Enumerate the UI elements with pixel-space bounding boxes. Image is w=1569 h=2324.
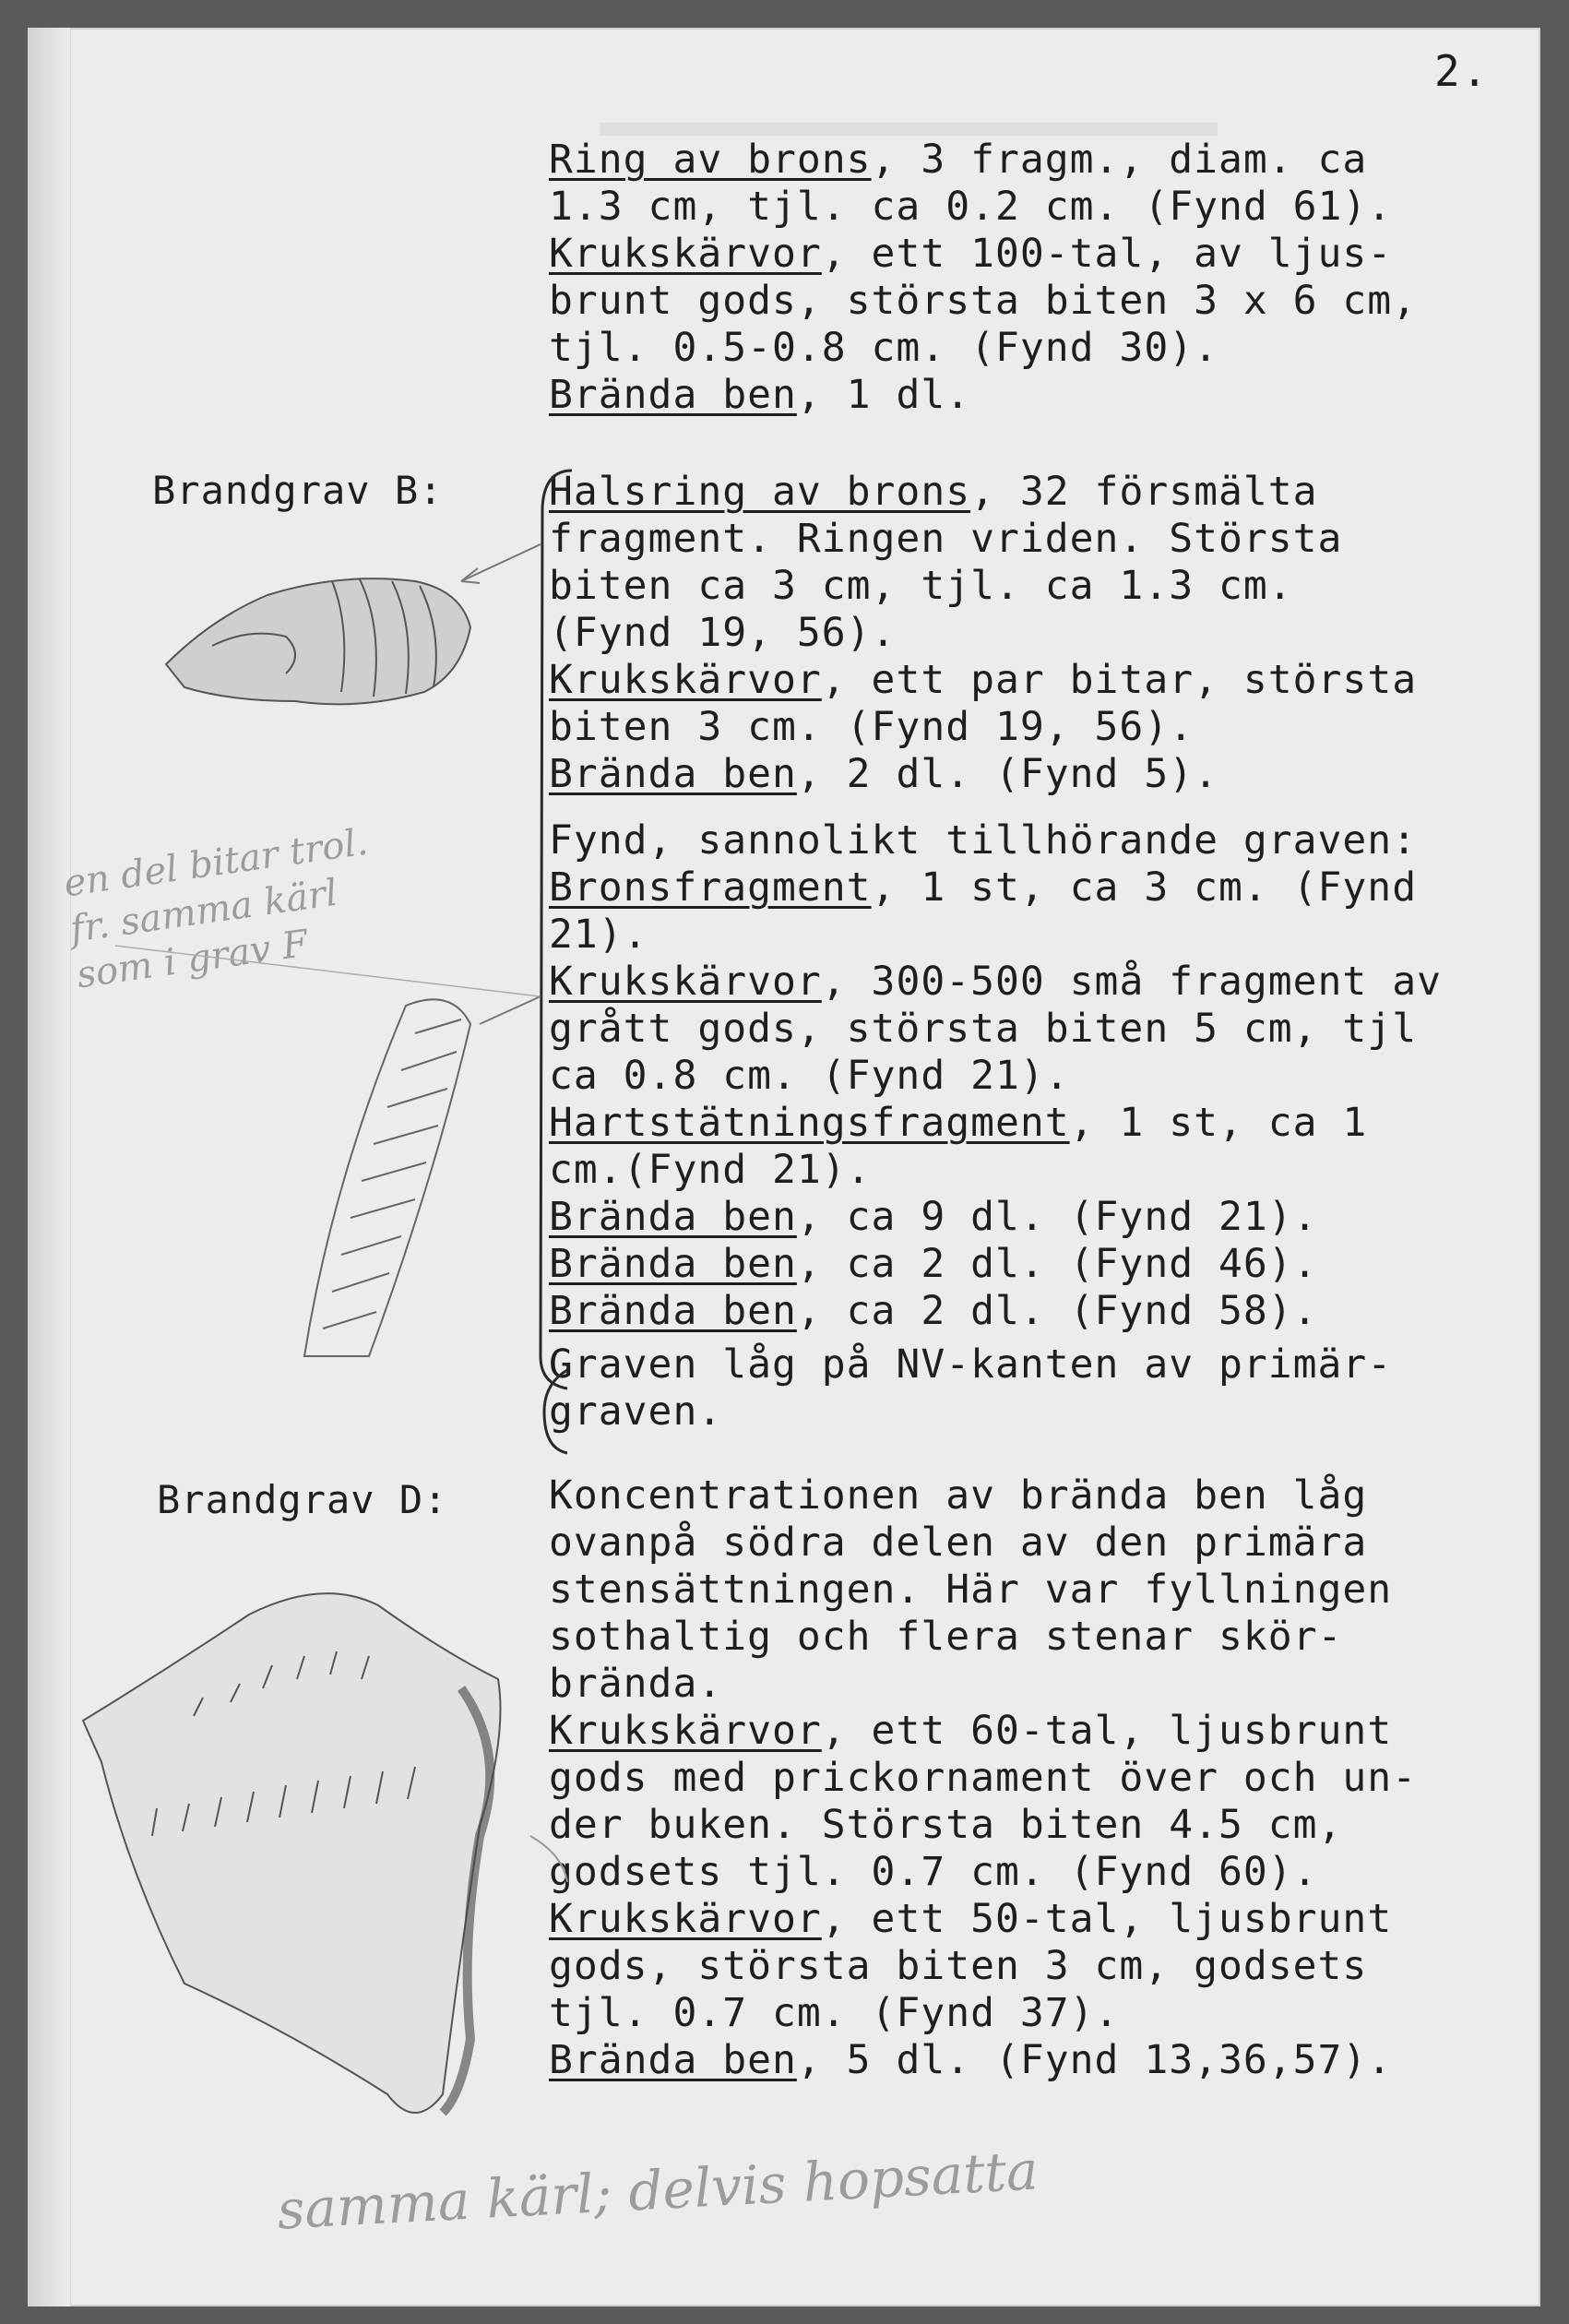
text-segment: 21). xyxy=(549,912,648,958)
underlined-term: Brända ben xyxy=(549,372,797,418)
text-segment: , 2 dl. (Fynd 5). xyxy=(796,751,1218,797)
text-segment: gods, största biten 3 cm, godsets xyxy=(549,1943,1368,1989)
text-line xyxy=(549,1147,1540,1194)
text-segment: , ett par bitar, största xyxy=(821,657,1418,703)
text-segment: fragment. Ringen vriden. Största xyxy=(549,516,1343,562)
handwritten-bottom-note: samma kärl; delvis hopsatta xyxy=(275,2139,1040,2242)
text-line xyxy=(549,912,1540,959)
text-segment: ca 0.8 cm. (Fynd 21). xyxy=(549,1053,1070,1099)
underlined-term: Krukskärvor xyxy=(549,1896,822,1942)
text-line xyxy=(549,751,1540,798)
text-line xyxy=(549,563,1540,610)
underlined-term: Bronsfragment xyxy=(549,864,872,911)
text-line xyxy=(549,231,1540,278)
section-label-brandgrav-b: Brandgrav B: xyxy=(152,468,444,513)
text-block-brandgrav-b xyxy=(549,469,1540,798)
underlined-term: Halsring av brons xyxy=(549,469,971,515)
underlined-term: Krukskärvor xyxy=(549,959,822,1005)
text-line xyxy=(549,817,1540,864)
text-segment: cm.(Fynd 21). xyxy=(549,1147,872,1193)
text-line xyxy=(549,1341,1540,1388)
text-segment: Fynd, sannolikt tillhörande graven: xyxy=(549,817,1418,864)
binding-strip xyxy=(28,28,71,2306)
text-segment: , ett 60-tal, ljusbrunt xyxy=(821,1708,1393,1754)
text-line xyxy=(549,657,1540,704)
text-segment: biten 3 cm. (Fynd 19, 56). xyxy=(549,704,1195,750)
text-line xyxy=(549,1472,1540,1520)
underlined-term: Krukskärvor xyxy=(549,657,822,703)
text-line xyxy=(549,325,1540,372)
document-page xyxy=(28,28,1540,2306)
underlined-term: Brända ben xyxy=(549,2037,797,2083)
text-segment: godsets tjl. 0.7 cm. (Fynd 60). xyxy=(549,1849,1318,1895)
text-segment: , ca 2 dl. (Fynd 58). xyxy=(796,1288,1318,1334)
text-line xyxy=(549,1802,1540,1849)
text-block-finds xyxy=(549,817,1540,1335)
pot-sherd-sketch xyxy=(83,1593,567,2113)
text-line xyxy=(549,184,1540,231)
text-line xyxy=(549,516,1540,563)
section-label-brandgrav-d: Brandgrav D: xyxy=(157,1477,448,1522)
text-segment: , ett 50-tal, ljusbrunt xyxy=(821,1896,1393,1942)
text-segment: brända. xyxy=(549,1661,723,1707)
text-segment: , 32 försmälta xyxy=(970,469,1318,515)
text-segment: , 1 st, ca 3 cm. (Fynd xyxy=(871,864,1418,911)
underlined-term: Brända ben xyxy=(549,1288,797,1334)
text-segment: biten ca 3 cm, tjl. ca 1.3 cm. xyxy=(549,563,1293,609)
text-line xyxy=(549,1990,1540,2037)
underlined-term: Brända ben xyxy=(549,1194,797,1240)
arrow-to-fragment-sketch xyxy=(480,996,541,1024)
text-segment: tjl. 0.5-0.8 cm. (Fynd 30). xyxy=(549,325,1218,371)
neck-ring-sketch xyxy=(166,578,470,704)
text-line xyxy=(549,1567,1540,1614)
text-line xyxy=(549,137,1540,184)
text-line xyxy=(549,1100,1540,1147)
underlined-term: Krukskärvor xyxy=(549,1708,822,1754)
text-line xyxy=(549,1241,1540,1288)
text-segment: sothaltig och flera stenar skör- xyxy=(549,1614,1343,1660)
text-line xyxy=(549,959,1540,1006)
text-segment: 1.3 cm, tjl. ca 0.2 cm. (Fynd 61). xyxy=(549,184,1393,230)
text-line xyxy=(549,1006,1540,1053)
text-line xyxy=(549,864,1540,912)
underlined-term: Krukskärvor xyxy=(549,231,822,277)
text-line xyxy=(549,1896,1540,1943)
text-line xyxy=(549,1520,1540,1567)
text-segment: , 5 dl. (Fynd 13,36,57). xyxy=(796,2037,1393,2083)
text-line xyxy=(549,1288,1540,1335)
underlined-term: Brända ben xyxy=(549,1241,797,1287)
text-segment: gods med prickornament över och un- xyxy=(549,1755,1418,1801)
underlined-term: Ring av brons xyxy=(549,137,872,183)
text-line xyxy=(549,1755,1540,1802)
text-segment: , 300-500 små fragment av xyxy=(821,959,1442,1005)
text-segment: , 1 dl. xyxy=(796,372,971,418)
text-line xyxy=(549,610,1540,657)
handwritten-margin-note: en del bitar trol. fr. samma kärl som i grav F xyxy=(61,820,371,997)
text-line xyxy=(549,1388,1540,1436)
text-block-brandgrav-d xyxy=(549,1472,1540,2084)
text-line xyxy=(549,1943,1540,1990)
arrow-to-ring-sketch xyxy=(461,544,541,581)
bronze-fragment-sketch xyxy=(304,999,470,1356)
text-line xyxy=(549,1708,1540,1755)
text-line xyxy=(549,2037,1540,2084)
text-line xyxy=(549,1849,1540,1896)
text-segment: , ca 9 dl. (Fynd 21). xyxy=(796,1194,1318,1240)
text-line xyxy=(549,1053,1540,1100)
text-line xyxy=(549,1194,1540,1241)
text-block-grave-note xyxy=(549,1341,1540,1436)
text-segment: , 3 fragm., diam. ca xyxy=(871,137,1368,183)
text-line xyxy=(549,278,1540,325)
text-segment: (Fynd 19, 56). xyxy=(549,610,897,656)
text-segment: ovanpå södra delen av den primära xyxy=(549,1520,1368,1566)
text-segment: Koncentrationen av brända ben låg xyxy=(549,1472,1368,1519)
arrow-head-ring xyxy=(461,568,480,583)
page-number: 2. xyxy=(1434,46,1490,96)
text-segment: stensättningen. Här var fyllningen xyxy=(549,1567,1393,1613)
text-segment: , ett 100-tal, av ljus- xyxy=(821,231,1393,277)
text-segment: tjl. 0.7 cm. (Fynd 37). xyxy=(549,1990,1120,2036)
text-segment: brunt gods, största biten 3 x 6 cm, xyxy=(549,278,1418,324)
text-segment: , ca 2 dl. (Fynd 46). xyxy=(796,1241,1318,1287)
text-segment: graven. xyxy=(549,1388,723,1435)
text-segment: grått gods, största biten 5 cm, tjl xyxy=(549,1006,1418,1052)
underlined-term: Hartstätningsfragment xyxy=(549,1100,1070,1146)
text-block-top xyxy=(549,137,1540,419)
text-line xyxy=(549,469,1540,516)
text-line xyxy=(549,704,1540,751)
text-segment: der buken. Största biten 4.5 cm, xyxy=(549,1802,1343,1848)
underlined-term: Brända ben xyxy=(549,751,797,797)
text-segment: , 1 st, ca 1 xyxy=(1069,1100,1368,1146)
text-line xyxy=(549,1614,1540,1661)
text-line xyxy=(549,372,1540,419)
text-line xyxy=(549,1661,1540,1708)
text-segment: Graven låg på NV-kanten av primär- xyxy=(549,1341,1393,1388)
